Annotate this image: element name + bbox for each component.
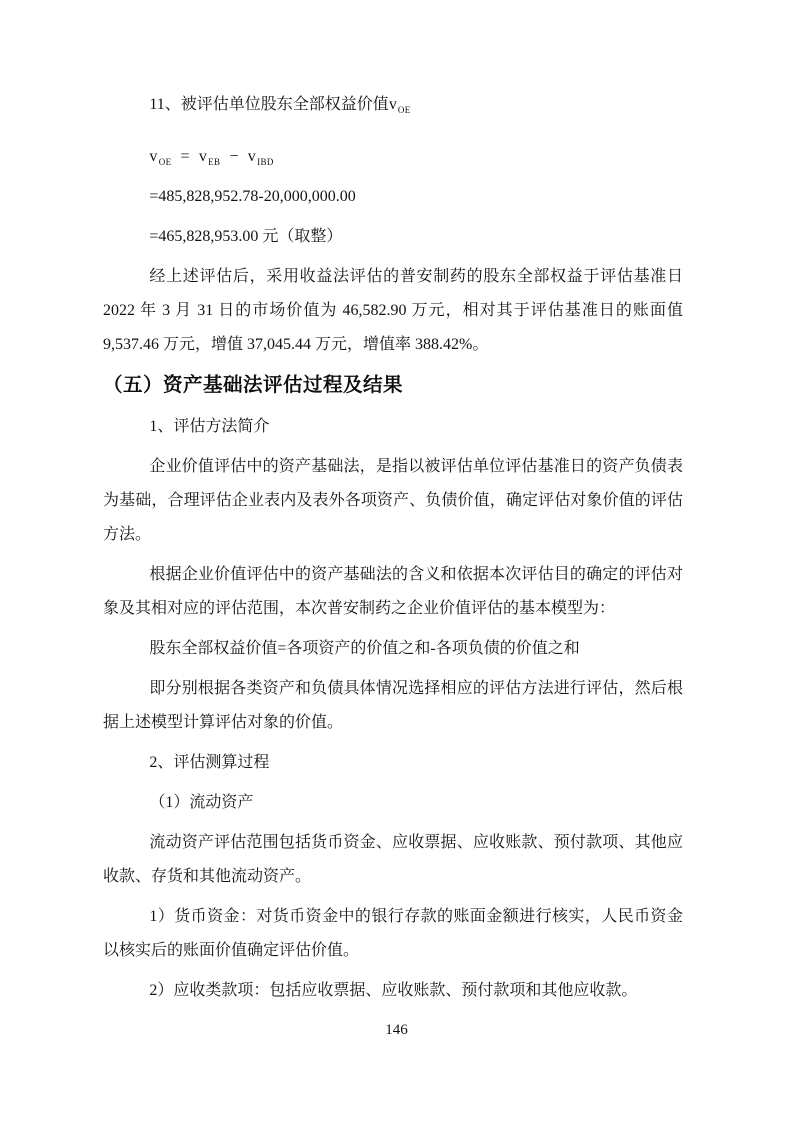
subsection-1-heading: 1、评估方法简介 xyxy=(149,418,270,435)
formula-calculation-line: =485,828,952.78-20,000,000.00 xyxy=(149,188,356,205)
minus-sign: − xyxy=(229,148,239,165)
paragraph-model-basis: 根据企业价值评估中的资产基础法的含义和依据本次评估目的确定的评估对象及其相对应的评估范围，本次普安制药之企业价值评估的基本模型为： xyxy=(103,566,683,617)
item11-variable: v xyxy=(388,96,397,113)
formula-result-line: =465,828,953.00 元（取整） xyxy=(149,228,343,245)
paragraph-item11-title xyxy=(103,88,683,122)
equals-sign: = xyxy=(180,148,190,165)
equation-rhs2-subscript: IBD xyxy=(257,157,274,167)
item11-text: 11、被评估单位股东全部权益价值 xyxy=(149,96,389,113)
paragraph-model-explain: 即分别根据各类资产和负债具体情况选择相应的评估方法进行评估，然后根据上述模型计算评估对象的价值。 xyxy=(103,680,683,731)
item11-subscript: OE xyxy=(397,105,411,115)
paragraph-income-approach-conclusion: 经上述评估后，采用收益法评估的普安制药的股东全部权益于评估基准日 2022 年 3 月 31 日的市场价值为 46,582.90 万元，相对其于评估基准日的账面值 9,537.46 万元，增值 37,045.44 万元，增值率 388.42%。 xyxy=(103,268,683,353)
section-heading-asset-based: （五）资产基础法评估过程及结果 xyxy=(103,374,404,396)
equation-rhs1-subscript: EB xyxy=(208,157,221,167)
paragraph-receivables: 2）应收类款项：包括应收票据、应收账款、预付款项和其他应收款。 xyxy=(149,982,638,999)
paragraph-model-formula: 股东全部权益价值=各项资产的价值之和-各项负债的价值之和 xyxy=(149,640,580,657)
paragraph-monetary-funds: 1）货币资金：对货币资金中的银行存款的账面金额进行核实，人民币资金以核实后的账面价值确定评估价值。 xyxy=(103,908,683,959)
equation-lhs-variable: v xyxy=(149,148,158,165)
formula-equation xyxy=(103,140,683,174)
page-content xyxy=(103,88,683,1014)
equation-rhs2-variable: v xyxy=(247,148,257,165)
equation-lhs-subscript: OE xyxy=(158,157,172,167)
paragraph-current-assets-scope: 流动资产评估范围包括货币资金、应收票据、应收账款、预付款项、其他应收款、存货和其他流动资产。 xyxy=(103,834,683,885)
item-1-heading-current-assets: （1）流动资产 xyxy=(149,794,254,811)
subsection-2-heading: 2、评估测算过程 xyxy=(149,754,270,771)
page-number: 146 xyxy=(385,1022,408,1038)
paragraph-method-intro: 企业价值评估中的资产基础法，是指以被评估单位评估基准日的资产负债表为基础，合理评估企业表内及表外各项资产、负债价值，确定评估对象价值的评估方法。 xyxy=(103,458,683,543)
equation-rhs1-variable: v xyxy=(198,148,208,165)
